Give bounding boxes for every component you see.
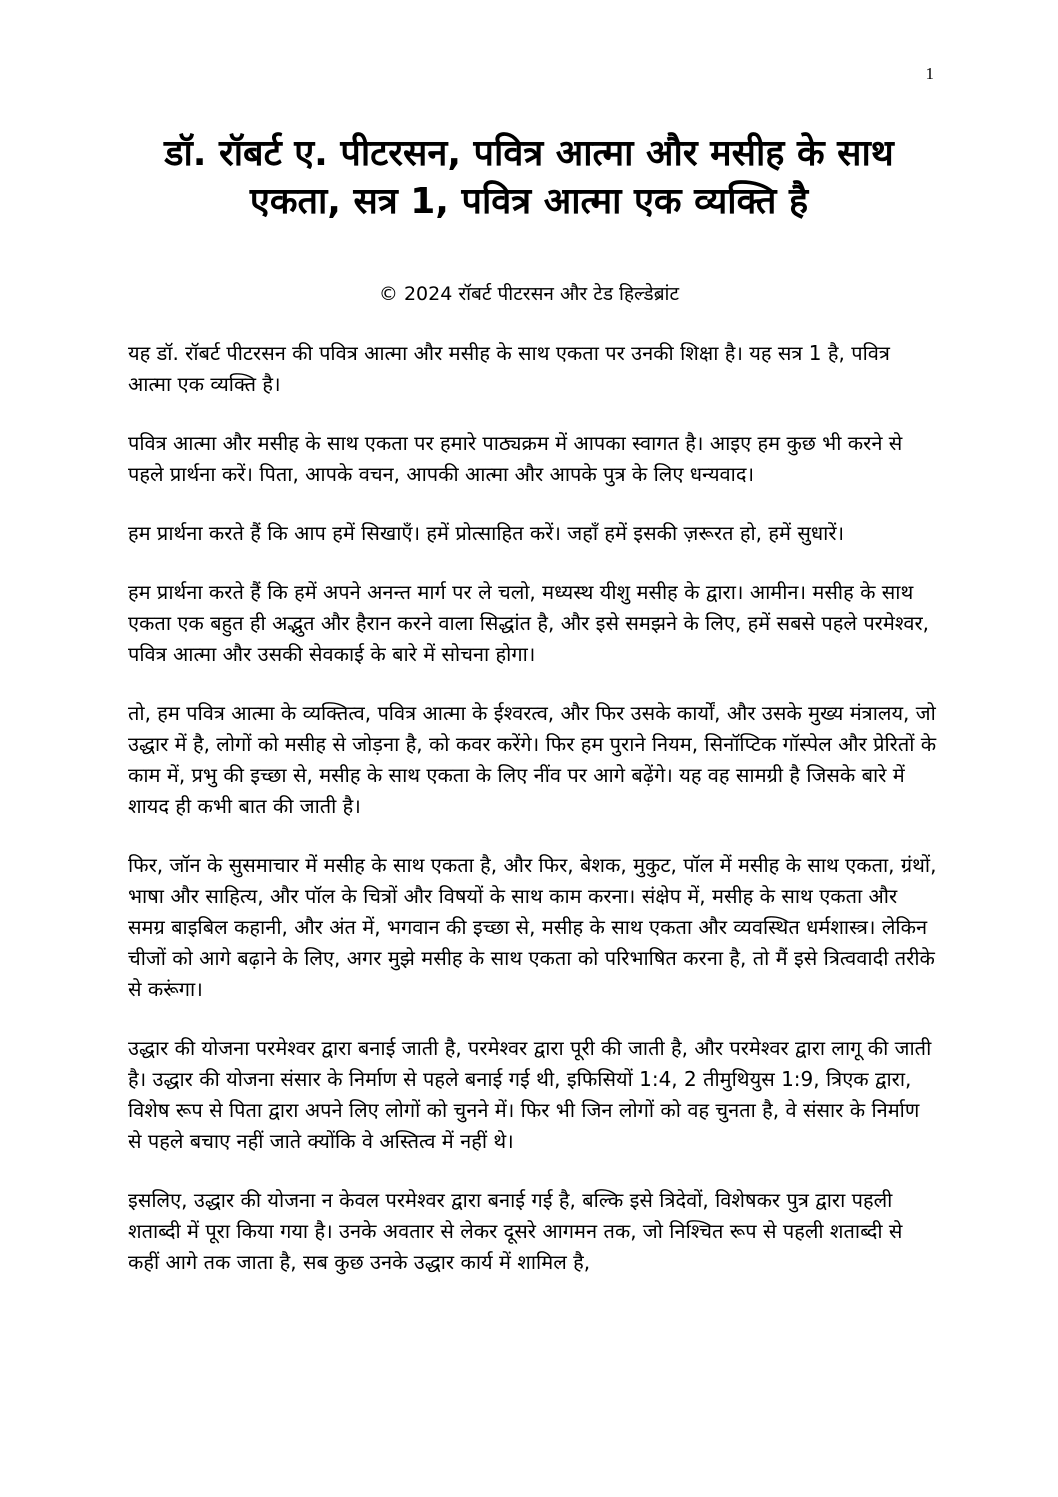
paragraph: तो, हम पवित्र आत्मा के व्यक्तित्व, पवित्र आत्मा के ईश्वरत्व, और फिर उसके कार्यों, और उसके मुख्य मंत्रालय, जो उद्धार में है, लोगों को मसीह से जोड़ना है, को कवर करेंगे। फिर हम पुराने नियम, सिनॉप्टिक गॉस्पेल और प्रेरितों के काम में, प्रभु की इच्छा से, मसीह के साथ एकता के लिए नींव पर आगे बढ़ेंगे। यह वह सामग्री है जिसके बारे में शायद ही कभी बात की जाती है।: [128, 701, 937, 818]
paragraph: हम प्रार्थना करते हैं कि हमें अपने अनन्त मार्ग पर ले चलो, मध्यस्थ यीशु मसीह के द्वारा। आमीन। मसीह के साथ एकता एक बहुत ही अद्भुत और हैरान करने वाला सिद्धांत है, और इसे समझने के लिए, हमें सबसे पहले परमेश्वर, पवित्र आत्मा और उसकी सेवकाई के बारे में सोचना होगा।: [128, 580, 929, 666]
paragraph: पवित्र आत्मा और मसीह के साथ एकता पर हमारे पाठ्यक्रम में आपका स्वागत है। आइए हम कुछ भी करने से पहले प्रार्थना करें। पिता, आपके वचन, आपकी आत्मा और आपके पुत्र के लिए धन्यवाद।: [128, 431, 903, 486]
paragraph: यह डॉ. रॉबर्ट पीटरसन की पवित्र आत्मा और मसीह के साथ एकता पर उनकी शिक्षा है। यह सत्र 1 है, पवित्र आत्मा एक व्यक्ति है।: [128, 341, 890, 396]
copyright-line: © 2024 रॉबर्ट पीटरसन और टेड हिल्डेब्रांट: [378, 283, 680, 305]
paragraph: इसलिए, उद्धार की योजना न केवल परमेश्वर द्वारा बनाई गई है, बल्कि इसे त्रिदेवों, विशेषकर पुत्र द्वारा पहली शताब्दी में पूरा किया गया है। उनके अवतार से लेकर दूसरे आगमन तक, जो निश्चित रूप से पहली शताब्दी से कहीं आगे तक जाता है, सब कुछ उनके उद्धार कार्य में शामिल है,: [128, 1188, 903, 1274]
paragraph: हम प्रार्थना करते हैं कि आप हमें सिखाएँ। हमें प्रोत्साहित करें। जहाँ हमें इसकी ज़रूरत हो, हमें सुधारें।: [128, 521, 845, 545]
page-number: 1: [925, 64, 934, 83]
paragraph: फिर, जॉन के सुसमाचार में मसीह के साथ एकता है, और फिर, बेशक, मुकुट, पॉल में मसीह के साथ एकता, ग्रंथों, भाषा और साहित्य, और पॉल के चित्रों और विषयों के साथ काम करना। संक्षेप में, मसीह के साथ एकता और समग्र बाइबिल कहानी, और अंत में, भगवान की इच्छा से, मसीह के साथ एकता और व्यवस्थित धर्मशास्त्र। लेकिन चीजों को आगे बढ़ाने के लिए, अगर मुझे मसीह के साथ एकता को परिभाषित करना है, तो मैं इसे त्रित्ववादी तरीके से करूंगा।: [128, 853, 937, 1001]
paragraph: उद्धार की योजना परमेश्वर द्वारा बनाई जाती है, परमेश्वर द्वारा पूरी की जाती है, और परमेश्वर द्वारा लागू की जाती है। उद्धार की योजना संसार के निर्माण से पहले बनाई गई थी, इफिसियों 1:4, 2 तीमुथियुस 1:9, त्रिएक द्वारा, विशेष रूप से पिता द्वारा अपने लिए लोगों को चुनने में। फिर भी जिन लोगों को वह चुनता है, वे संसार के निर्माण से पहले बचाए नहीं जाते क्योंकि वे अस्तित्व में नहीं थे।: [128, 1036, 932, 1153]
document-body: [128, 338, 938, 1306]
document-title: डॉ. रॉबर्ट ए. पीटरसन, पवित्र आत्मा और मसीह के साथ एकता, सत्र 1, पवित्र आत्मा एक व्यक्ति है: [164, 133, 894, 222]
